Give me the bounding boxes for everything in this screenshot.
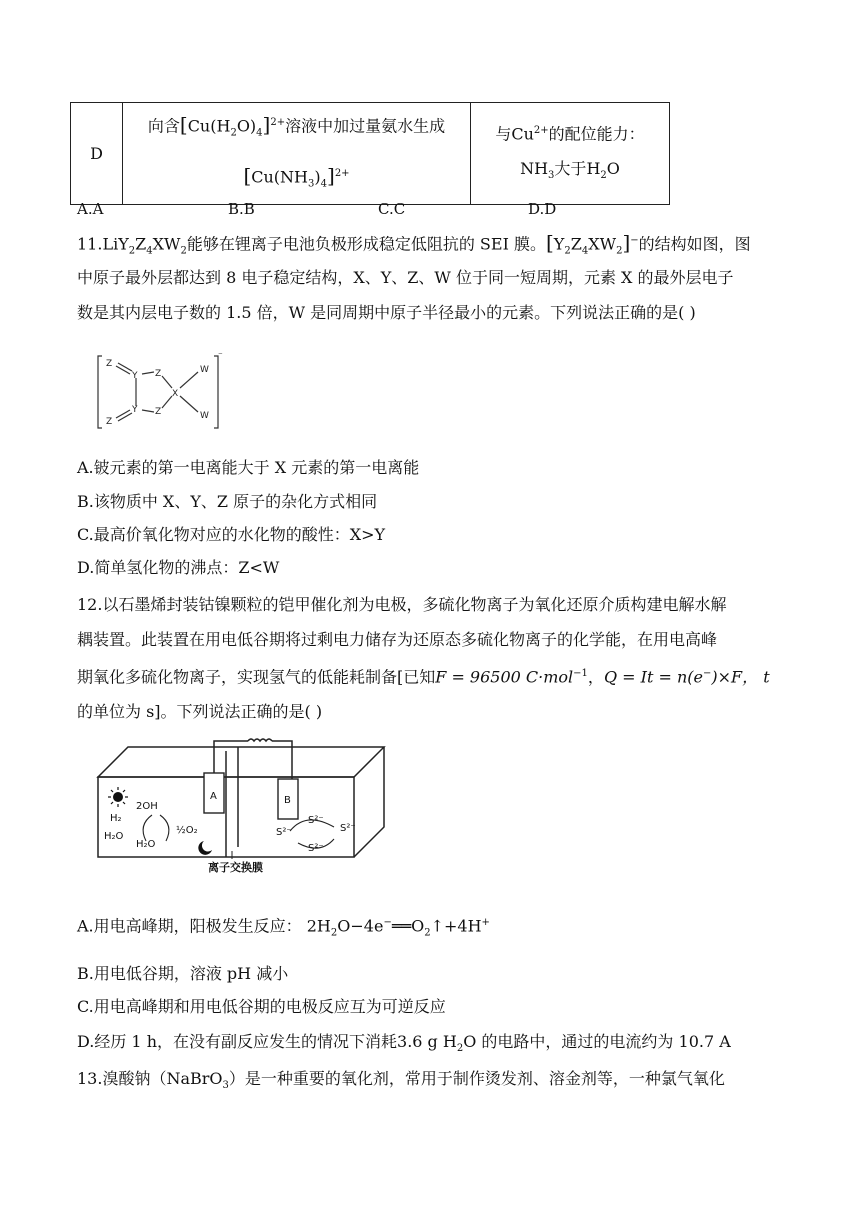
membrane-label: 离子交换膜 [208,861,263,874]
expl-line-1: 与$Cu^{2+}$的配位能力： [495,124,645,144]
electrode-b-label: B [284,795,291,806]
moon-icon [198,841,212,855]
s-label-4: S²⁻ [308,843,324,854]
desc-line-1: 向含$[Cu(H_2O)_4]^{2+}$溶液中加过量氨水生成 [147,112,446,139]
choice-b[interactable]: B.B [228,200,255,218]
atom-w: W [200,411,209,421]
q12-option-a[interactable]: A.用电高峰期，阳极发生反应： $2H_2O-4e^-══O_2↑+4H^+$ [77,916,490,939]
atom-z: Z [155,407,162,417]
q11-option-d[interactable]: D.简单氢化物的沸点：Z<W [77,558,280,577]
sun-icon [108,787,128,807]
atom-y: Y [132,405,138,415]
q12-option-c[interactable]: C.用电高峰期和用电低谷期的电极反应互为可逆反应 [77,997,446,1016]
option-explanation [471,103,670,205]
q12-option-b[interactable]: B.用电低谷期，溶液 pH 减小 [77,964,289,983]
electrode-a-label: A [210,791,217,802]
q11-line-2: 中原子最外层都达到 8 电子稳定结构，X、Y、Z、W 位于同一短周期，元素 X 的最外层电子 [77,268,734,287]
table-row [71,103,670,205]
oh-label: 2OH [136,801,158,812]
q12-line-3: 期氧化多硫化物离子，实现氢气的低能耗制备[已知F = 96500 C·mol$^{-1}$，Q = It = n(e−)×F， t [77,667,770,687]
atom-w: W [200,365,209,375]
q11-structure-diagram [96,352,226,432]
choice-d[interactable]: D.D [528,200,557,218]
atom-z: Z [155,369,162,379]
q11-option-a[interactable]: A.铍元素的第一电离能大于 X 元素的第一电离能 [77,458,420,477]
q11-option-c[interactable]: C.最高价氧化物对应的水化物的酸性：X>Y [77,525,386,544]
q12-option-d[interactable]: D.经历 1 h，在没有副反应发生的情况下消耗3.6 g $H_2O$ 的电路中，通过的电流约为 10.7 A [77,1032,731,1055]
choice-c[interactable]: C.C [378,200,406,218]
option-description [123,103,471,205]
h2o-label: H₂O [104,831,124,842]
charge-label: ⁻ [218,352,223,361]
expl-line-2: $NH_3$大于$H_2O$ [520,158,620,181]
o2-label: ½O₂ [176,825,198,836]
q11-line-1: $11.LiY_2Z_4XW_2$能够在锂离子电池负极形成稳定低阻抗的 SEI 膜。$[Y_2Z_4XW_2]^-$的结构如图，图 [77,230,751,257]
h2-label: H₂ [110,813,122,824]
q13-line-1: 13.溴酸钠（NaBrO$_3$）是一种重要的氧化剂，常用于制作烫发剂、溶金剂等，一种氯气氧化 [77,1069,725,1092]
atom-z: Z [106,359,113,369]
atom-y: Y [132,371,138,381]
q11-option-b[interactable]: B.该物质中 X、Y、Z 原子的杂化方式相同 [77,492,378,511]
q12-line-4: 的单位为 s]。下列说法正确的是( ) [77,702,323,721]
q12-electrolysis-diagram [96,735,388,875]
q12-line-2: 耦装置。此装置在用电低谷期将过剩电力储存为还原态多硫化物离子的化学能，在用电高峰 [77,630,718,649]
h2o-label-2: H₂O [136,839,156,850]
s-label-1: S²⁻ [276,827,292,838]
option-table [70,102,670,205]
q11-line-3: 数是其内层电子数的 1.5 倍，W 是同周期中原子半径最小的元素。下列说法正确的是( ) [77,303,696,322]
desc-line-2: $[Cu(NH_3)_4]^{2+}$ [243,162,350,190]
atom-x: X [172,389,179,399]
choice-a[interactable]: A.A [77,200,104,218]
s-label-2: S²⁻ [308,815,324,826]
atom-z: Z [106,417,113,427]
option-label: D [71,103,123,205]
q12-line-1: 12.以石墨烯封装钴镍颗粒的铠甲催化剂为电极，多硫化物离子为氧化还原介质构建电解水解 [77,595,727,614]
s-label-3: S²⁻ [340,823,356,834]
